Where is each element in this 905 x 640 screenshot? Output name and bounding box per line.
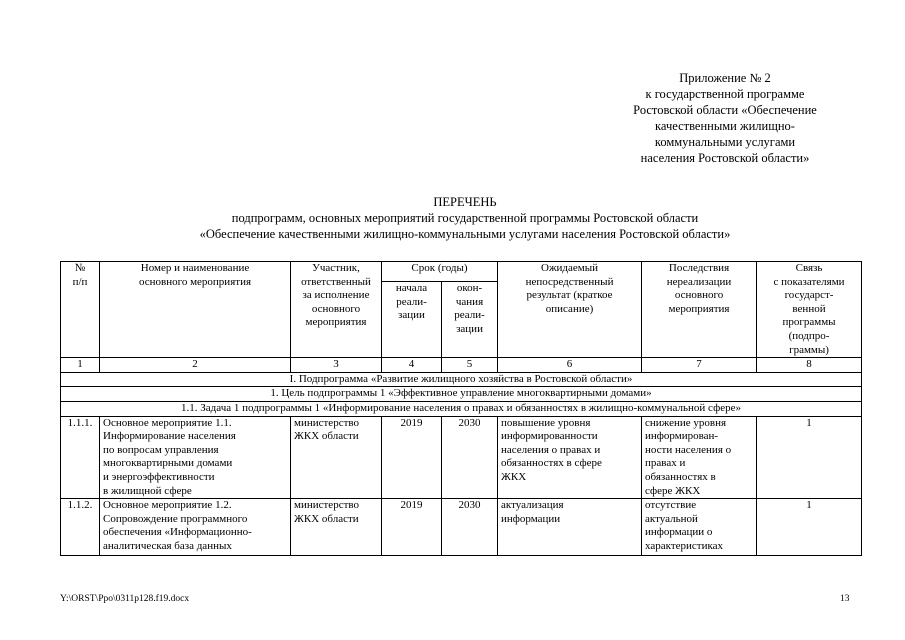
col-number: 6 (498, 358, 642, 373)
appendix-line: населения Ростовской области» (640, 151, 810, 165)
appendix-line: к государственной программе (645, 87, 805, 101)
col-number: 7 (642, 358, 757, 373)
header-term: Срок (годы) (382, 262, 498, 282)
heading-line: подпрограмм, основных мероприятий государственной программы Ростовской области (231, 211, 699, 225)
heading-title: ПЕРЕЧЕНЬ (433, 195, 497, 209)
appendix-line: коммунальными услугами (654, 135, 796, 149)
row-end: 2030 (442, 499, 498, 556)
footer-page-number: 13 (840, 594, 850, 604)
header-participant: Участник, ответственный за исполнение основного мероприятия (291, 262, 382, 358)
appendix-line: Ростовской области «Обеспечение (633, 103, 817, 117)
header-consequences: Последствия нереализации основного мероприятия (642, 262, 757, 358)
col-number: 3 (291, 358, 382, 373)
col-number: 2 (100, 358, 291, 373)
column-number-row (61, 358, 862, 373)
subprogram-title: I. Подпрограмма «Развитие жилищного хозяйства в Ростовской области» (61, 372, 862, 387)
table-row (61, 499, 862, 556)
col-number: 1 (61, 358, 100, 373)
subprogram-row (61, 372, 862, 387)
row-start: 2019 (382, 416, 442, 499)
document-heading (60, 194, 870, 242)
row-result: повышение уровня информированности населения о правах и обязанностях в сфере ЖКХ (498, 416, 642, 499)
header-link: Связь с показателями государст- венной программы (подпро- граммы) (757, 262, 862, 358)
row-num: 1.1.2. (61, 499, 100, 556)
header-end: окон- чания реали- зации (442, 282, 498, 358)
measures-table (60, 261, 862, 556)
appendix-line: Приложение № 2 (679, 71, 771, 85)
row-end: 2030 (442, 416, 498, 499)
task-title: 1.1. Задача 1 подпрограммы 1 «Информирование населения о правах и обязанностях в жилищно-коммунальной сфере» (61, 401, 862, 416)
row-consequences: отсутствие актуальной информации о характеристиках (642, 499, 757, 556)
task-row (61, 401, 862, 416)
row-participant: министерство ЖКХ области (291, 416, 382, 499)
heading-line: «Обеспечение качественными жилищно-коммунальными услугами населения Ростовской области» (199, 227, 731, 241)
col-number: 5 (442, 358, 498, 373)
goal-title: 1. Цель подпрограммы 1 «Эффективное управление многоквартирными домами» (61, 387, 862, 402)
row-num: 1.1.1. (61, 416, 100, 499)
row-result: актуализация информации (498, 499, 642, 556)
row-start: 2019 (382, 499, 442, 556)
row-name: Основное мероприятие 1.1. Информирование населения по вопросам управления многоквартирными домами и энергоэффективности в жилищной сфере (100, 416, 291, 499)
header-start: начала реали- зации (382, 282, 442, 358)
goal-row (61, 387, 862, 402)
appendix-note (600, 70, 850, 166)
row-link: 1 (757, 499, 862, 556)
header-num: № п/п (61, 262, 100, 358)
col-number: 8 (757, 358, 862, 373)
row-link: 1 (757, 416, 862, 499)
header-result: Ожидаемый непосредственный результат (краткое описание) (498, 262, 642, 358)
col-number: 4 (382, 358, 442, 373)
footer-file-path: Y:\ORST\Ppo\0311p128.f19.docx (60, 594, 190, 604)
appendix-line: качественными жилищно- (655, 119, 795, 133)
header-name: Номер и наименование основного мероприятия (100, 262, 291, 358)
table-row (61, 416, 862, 499)
table-header-row (61, 262, 862, 282)
row-name: Основное мероприятие 1.2. Сопровождение программного обеспечения «Информационно- аналитическая база данных (100, 499, 291, 556)
row-participant: министерство ЖКХ области (291, 499, 382, 556)
page-bottom-margin (0, 579, 905, 593)
row-consequences: снижение уровня информирован- ности населения о правах и обязанностях в сфере ЖКХ (642, 416, 757, 499)
